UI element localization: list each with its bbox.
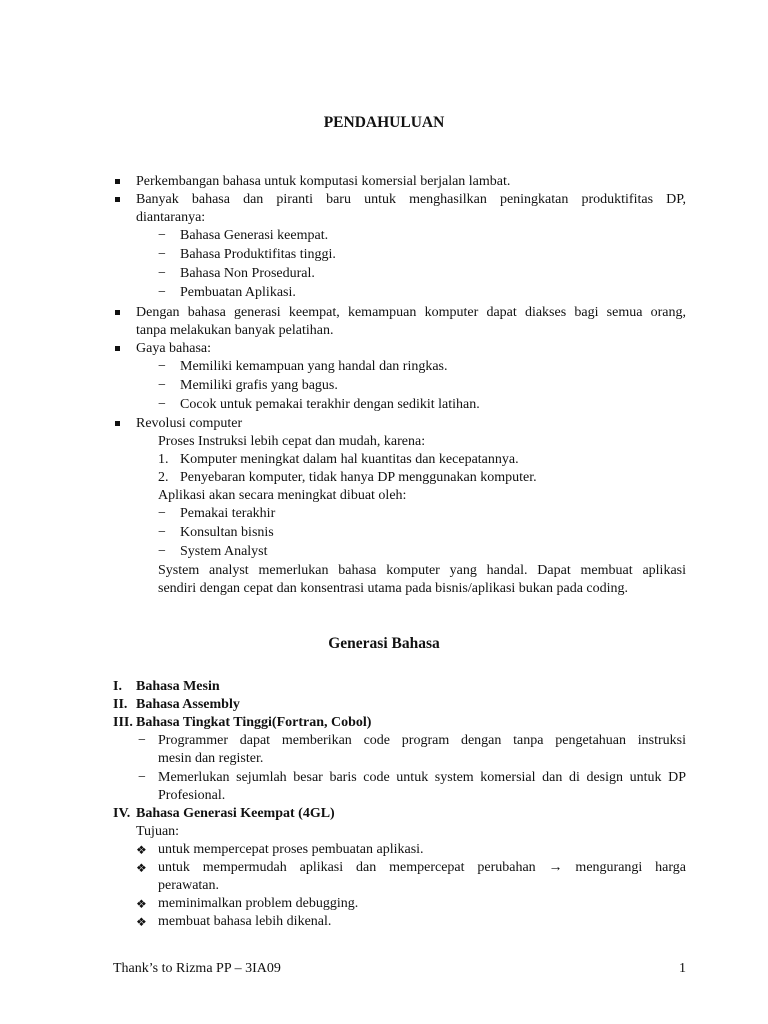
roman-numeral: IV. (113, 806, 131, 821)
page-number: 1 (679, 961, 686, 976)
bullet-marker (115, 346, 120, 351)
paragraph-text: Aplikasi akan secara meningkat dibuat oleh: (158, 488, 407, 503)
sub-item: Memiliki kemampuan yang handal dan ringkas. (180, 359, 448, 374)
numbered-item: Komputer meningkat dalam hal kuantitas dan kecepatannya. (180, 452, 519, 467)
bullet-text: Perkembangan bahasa untuk komputasi komersial berjalan lambat. (136, 174, 511, 189)
dash-marker: − (158, 525, 166, 540)
diamond-bullet-icon: ❖ (136, 897, 147, 911)
numbered-item: Penyebaran komputer, tidak hanya DP menggunakan komputer. (180, 470, 537, 485)
paragraph-text: Tujuan: (136, 824, 180, 839)
sub-item: Memerlukan sejumlah besar baris code untuk system komersial dan di design untuk DP (158, 770, 686, 785)
bullet-marker (115, 197, 120, 202)
dash-marker: − (138, 733, 146, 748)
roman-numeral: I. (113, 679, 122, 694)
number-label: 2. (158, 470, 169, 485)
dash-marker: − (158, 247, 166, 262)
dash-marker: − (158, 266, 166, 281)
goal-item: meminimalkan problem debugging. (158, 896, 359, 911)
dash-marker: − (158, 285, 166, 300)
section-heading: Bahasa Assembly (136, 697, 240, 712)
goal-item: membuat bahasa lebih dikenal. (158, 914, 332, 929)
bullet-marker (115, 179, 120, 184)
dash-marker: − (158, 359, 166, 374)
sub-item: Bahasa Non Prosedural. (180, 266, 315, 281)
section-heading: Bahasa Mesin (136, 679, 220, 694)
bullet-text: Dengan bahasa generasi keempat, kemampuan komputer dapat diakses bagi semua orang, (136, 305, 686, 320)
diamond-bullet-icon: ❖ (136, 861, 147, 875)
sub-item: Bahasa Generasi keempat. (180, 228, 329, 243)
paragraph-text: Proses Instruksi lebih cepat dan mudah, karena: (158, 434, 426, 449)
goal-item: untuk mempercepat proses pembuatan aplikasi. (158, 842, 424, 857)
sub-item: mesin dan register. (158, 751, 264, 766)
footer-credit: Thank’s to Rizma PP – 3IA09 (113, 961, 281, 976)
bullet-marker (115, 310, 120, 315)
goal-item: untuk mempermudah aplikasi dan mempercepat perubahan → mengurangi harga (158, 860, 686, 875)
bullet-text: Revolusi computer (136, 416, 243, 431)
section-heading: Bahasa Tingkat Tinggi(Fortran, Cobol) (136, 715, 372, 730)
dash-marker: − (158, 506, 166, 521)
sub-item: Cocok untuk pemakai terakhir dengan sedikit latihan. (180, 397, 480, 412)
paragraph-text: System analyst memerlukan bahasa komputer yang handal. Dapat membuat aplikasi (158, 563, 686, 578)
goal-item: perawatan. (158, 878, 220, 893)
sub-item: Bahasa Produktifitas tinggi. (180, 247, 336, 262)
sub-item: Profesional. (158, 788, 226, 803)
sub-item: System Analyst (180, 544, 268, 559)
paragraph-text: sendiri dengan cepat dan konsentrasi utama pada bisnis/aplikasi bukan pada coding. (158, 581, 629, 596)
bullet-text: diantaranya: (136, 210, 206, 225)
bullet-text: Banyak bahasa dan piranti baru untuk menghasilkan peningkatan produktifitas DP, (136, 192, 686, 207)
sub-item: Programmer dapat memberikan code program dengan tanpa pengetahuan instruksi (158, 733, 686, 748)
roman-numeral: III. (113, 715, 133, 730)
sub-item: Pemakai terakhir (180, 506, 276, 521)
section-title: Generasi Bahasa (328, 635, 440, 652)
diamond-bullet-icon: ❖ (136, 915, 147, 929)
sub-item: Memiliki grafis yang bagus. (180, 378, 338, 393)
diamond-bullet-icon: ❖ (136, 843, 147, 857)
dash-marker: − (158, 544, 166, 559)
bullet-text: Gaya bahasa: (136, 341, 212, 356)
bullet-marker (115, 421, 120, 426)
dash-marker: − (158, 378, 166, 393)
dash-marker: − (138, 770, 146, 785)
dash-marker: − (158, 228, 166, 243)
page-title: PENDAHULUAN (323, 114, 445, 131)
number-label: 1. (158, 452, 169, 467)
roman-numeral: II. (113, 697, 128, 712)
bullet-text: tanpa melakukan banyak pelatihan. (136, 323, 334, 338)
dash-marker: − (158, 397, 166, 412)
sub-item: Konsultan bisnis (180, 525, 274, 540)
sub-item: Pembuatan Aplikasi. (180, 285, 296, 300)
section-heading: Bahasa Generasi Keempat (4GL) (136, 806, 335, 821)
